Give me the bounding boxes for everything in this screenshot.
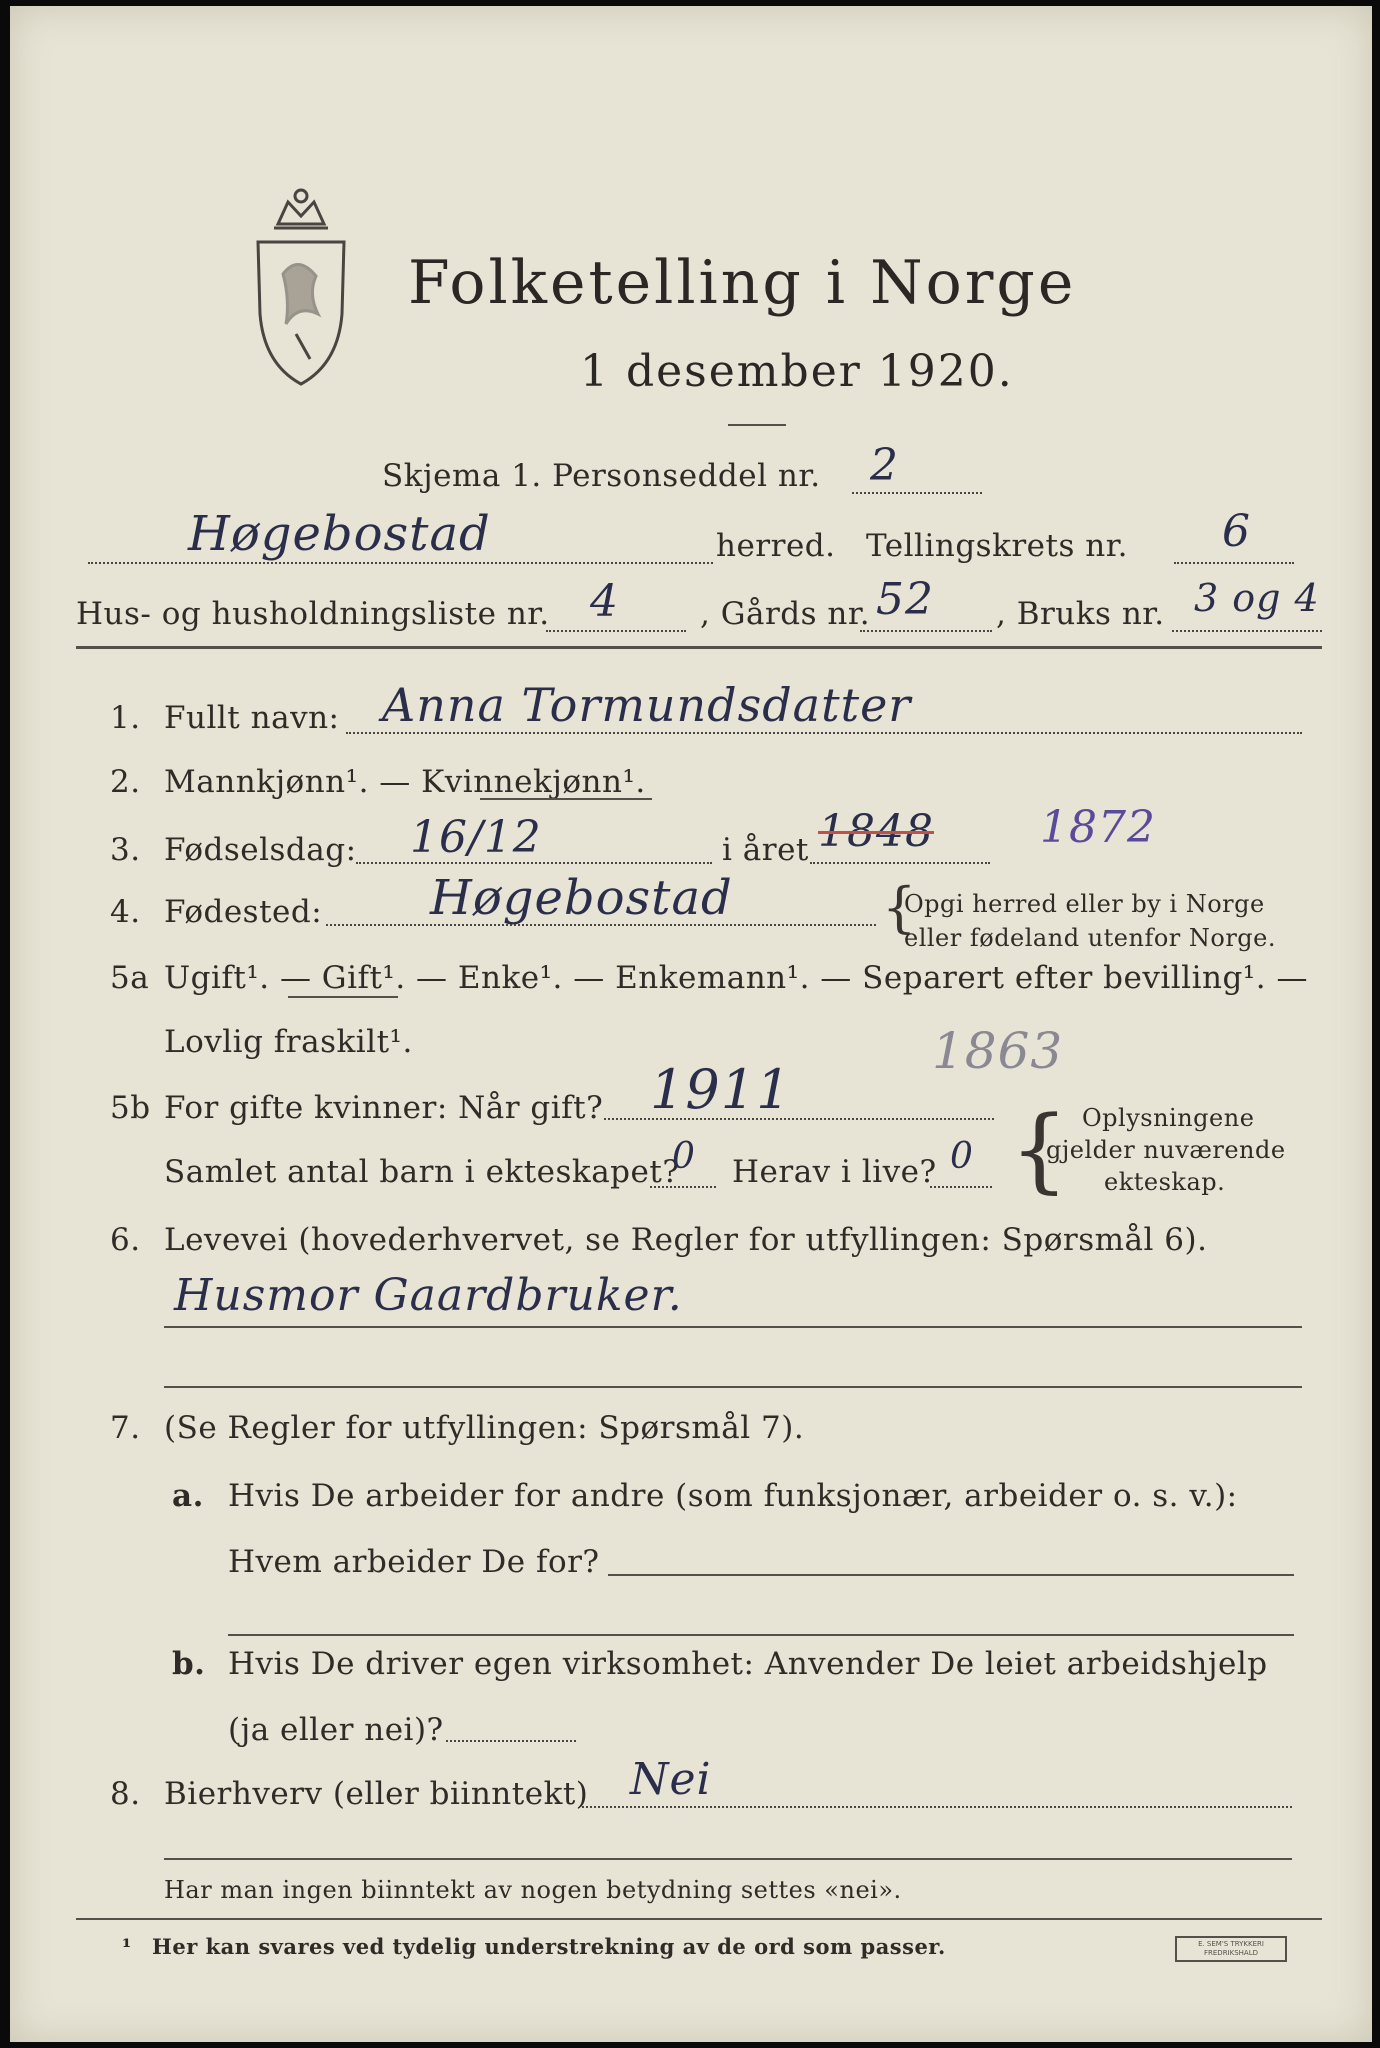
q7a-letter: a. [172,1478,204,1514]
coat-of-arms-icon [238,184,364,392]
q1-label: Fullt navn: [164,700,340,736]
gards-label: , Gårds nr. [700,596,871,632]
q5b-children-count: 0 [672,1136,696,1177]
q5b-note-line1: Oplysningene [1082,1104,1255,1132]
q1-number: 1. [110,700,141,736]
q7a-label: Hvis De arbeider for andre (som funksjonær, arbeider o. s. v.): [228,1478,1238,1514]
footnote-marker: ¹ [122,1934,132,1959]
q5b-label: For gifte kvinner: Når gift? [164,1090,604,1126]
q4-birthplace: Høgebostad [430,870,733,926]
personseddel-line [852,492,982,494]
q3-number: 3. [110,832,141,868]
q7b-label-cont: (ja eller nei)? [228,1712,444,1748]
printer-stamp: E. SEM'S TRYKKERI FREDRIKSHALD [1175,1936,1287,1962]
q5b-note-line2: gjelder nuværende [1046,1136,1286,1164]
q6-number: 6. [110,1222,141,1258]
q1-full-name: Anna Tormundsdatter [382,678,912,732]
husliste-label: Hus- og husholdningsliste nr. [76,596,550,632]
q7b-letter: b. [172,1646,206,1682]
q5b-extra-note: 1863 [932,1022,1064,1080]
q7b-label: Hvis De driver egen virksomhet: Anvender De leiet arbeidshjelp [228,1646,1268,1682]
q8-side-income: Nei [630,1754,712,1805]
q5a-label-cont: Lovlig fraskilt¹. [164,1024,413,1060]
tellingskrets-label: Tellingskrets nr. [866,528,1128,564]
q4-note-line1: Opgi herred eller by i Norge [904,890,1265,918]
header-rule [76,646,1322,649]
q3-birth-year: 1872 [1040,802,1156,853]
q2-number: 2. [110,764,141,800]
footnote-text: Her kan svares ved tydelig understrekning av de ord som passer. [152,1934,946,1959]
herred-label: herred. [716,528,836,564]
q8-number: 8. [110,1776,141,1812]
q6-line1 [164,1326,1302,1328]
q8-line2 [164,1858,1292,1860]
q5b-married-year: 1911 [650,1058,792,1121]
q6-occupation-husmor: Husmor Gaardbruker. [174,1270,683,1321]
q1-line [346,732,1302,734]
q3-year-label: i året [722,832,809,868]
schema-label: Skjema 1. Personseddel nr. [382,458,821,494]
q5b-alive-count: 0 [950,1136,974,1177]
gards-line [860,630,992,632]
census-form-page [10,6,1372,2042]
q7a-line2 [228,1634,1294,1636]
q4-label: Fødested: [164,894,323,930]
q4-number: 4. [110,894,141,930]
q7-label: (Se Regler for utfyllingen: Spørsmål 7). [164,1410,805,1446]
bruks-label: , Bruks nr. [996,596,1165,632]
title-divider [728,424,786,426]
page-title: Folketelling i Norge [408,248,1077,318]
q6-label: Levevei (hovederhvervet, se Regler for utfyllingen: Spørsmål 6). [164,1222,1208,1258]
herred-line [88,562,713,564]
q5b-number: 5b [110,1090,151,1126]
gards-number: 52 [876,574,934,625]
q7a-label-cont: Hvem arbeider De for? [228,1544,600,1580]
q5a-number: 5a [110,960,150,996]
q2-label: Mannkjønn¹. — Kvinnekjønn¹. [164,764,646,800]
q3-year-line [810,862,990,864]
tellingskrets-line [1174,562,1294,564]
census-date: 1 desember 1920. [580,346,1014,397]
q3-label: Fødselsdag: [164,832,357,868]
q5b-married-line [604,1118,994,1120]
q7a-line1 [608,1574,1294,1576]
footnote-rule [76,1918,1322,1920]
q5b-brace: { [1010,1096,1069,1203]
q5b-children-line [650,1186,716,1188]
q5b-children-label: Samlet antal barn i ekteskapet? [164,1154,680,1190]
q4-note-line2: eller fødeland utenfor Norge. [904,924,1277,952]
q8-label: Bierhverv (eller biinntekt) [164,1776,589,1812]
q3-day-line [356,862,712,864]
q5a-underline-gift [288,996,398,998]
q3-birth-day: 16/12 [410,812,542,863]
personseddel-number: 2 [870,440,899,491]
q3-birth-year-struck: 1848 [818,806,934,857]
q5a-label: Ugift¹. — Gift¹. — Enke¹. — Enkemann¹. — Separert efter bevilling¹. — [164,960,1308,996]
q4-brace: { [882,876,917,939]
q5b-note-line3: ekteskap. [1104,1168,1226,1196]
q6-line2 [164,1386,1302,1388]
husliste-number: 4 [590,576,619,627]
q5b-alive-label: Herav i live? [732,1154,937,1190]
husliste-line [546,630,686,632]
q5b-alive-line [930,1186,992,1188]
nei-note: Har man ingen biinntekt av nogen betydning settes «nei». [164,1876,902,1904]
q7b-line [446,1740,576,1742]
q8-line1 [582,1806,1292,1808]
bruks-line [1172,630,1322,632]
tellingskrets-number: 6 [1222,506,1251,557]
bruks-number: 3 og 4 [1194,576,1320,620]
q4-line [326,924,876,926]
q2-underline-kvinnekjonn [480,798,652,800]
herred-value: Høgebostad [188,506,491,562]
q7-number: 7. [110,1410,141,1446]
